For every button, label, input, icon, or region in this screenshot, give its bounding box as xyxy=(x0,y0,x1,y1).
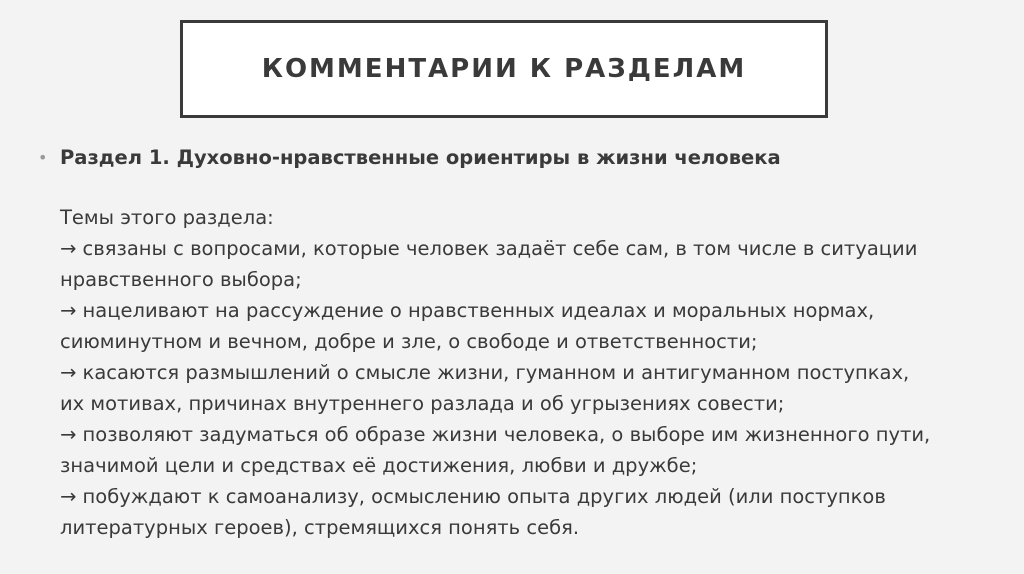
section-description xyxy=(60,202,998,543)
text-line: → нацеливают на рассуждение о нравственных идеалах и моральных нормах, xyxy=(60,299,875,322)
text-line: → связаны с вопросами, которые человек задаёт себе сам, в том числе в ситуации xyxy=(60,237,918,260)
text-line: значимой цели и средствах её достижения, любви и дружбе; xyxy=(60,454,698,477)
slide-title: КОММЕНТАРИИ К РАЗДЕЛАМ xyxy=(261,54,747,84)
text-line: литературных героев), стремящихся понять себя. xyxy=(60,516,580,539)
text-line: нравственного выбора; xyxy=(60,268,302,291)
text-line: → побуждают к самоанализу, осмыслению опыта других людей (или поступков xyxy=(60,485,886,508)
bullet-item xyxy=(38,142,998,174)
text-line: → касаются размышлений о смысле жизни, гуманном и антигуманном поступках, xyxy=(60,361,910,384)
bullet-icon: • xyxy=(38,148,48,167)
title-box xyxy=(180,20,828,118)
text-line: Темы этого раздела: xyxy=(60,206,274,229)
slide-content xyxy=(38,142,998,543)
section-title: Раздел 1. Духовно-нравственные ориентиры в жизни человека xyxy=(60,146,781,169)
text-line: → позволяют задуматься об образе жизни человека, о выборе им жизненного пути, xyxy=(60,423,931,446)
text-line: их мотивах, причинах внутреннего разлада и об угрызениях совести; xyxy=(60,392,785,415)
text-line: сиюминутном и вечном, добре и зле, о свободе и ответственности; xyxy=(60,330,758,353)
